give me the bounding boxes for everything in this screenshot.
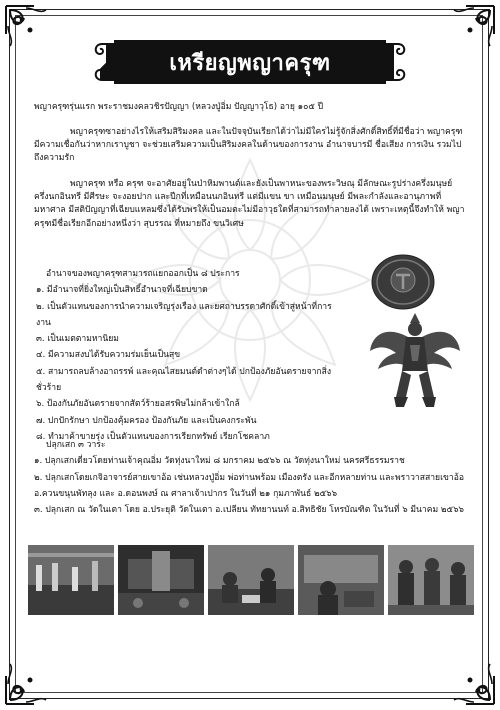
intro-line: พญาครุฑรุ่นแรก พระราชมงคลวชิรปัญญา (หลวงปู่อิ่ม ปัญญาวุโธ) อายุ ๑๐๕ ปี	[34, 102, 324, 112]
list-item: ๕. สามารถลบล้างอาถรรพ์ และคุณไสยมนต์ดำต่างๆได้ ปกป้องภัยอันตรายจากสิ่งชั่วร้าย	[36, 366, 332, 394]
list-item: ๗. ปกปักรักษา ปกป้องคุ้มครอง ป้องกันภัย และเป็นคงกระพัน	[36, 415, 257, 426]
paragraph-1: พญาครุฑซาอย่างไรให้เสริมสิริมงคล และในปัจจุบันเรียกได้ว่าไม่มีใครไม่รู้จักสิ่งศักดิ์สิทธิ์ที่มีชื่อว่า พญาครุฑ มีความเชื่อกันว่าหากเราบูชา จะช่วยเสริมความเป็นสิริมงคลในด้านของการงาน อำนาจบารมี ชื่อเสียง การเงิน รวมไปถึงความรัก	[34, 127, 463, 164]
list-item: ๘. ทำมาค้าขายรุ่ง เป็นตัวแทนของการเรียกทรัพย์ เรียกโชคลาภ	[36, 431, 270, 442]
list-item: ๒. ปลุกเสกโดยเกจิอาจารย์สายเขาอ้อ เช่นหลวงปู่อิ่ม พ่อท่านพร้อม เมืองตรัง และอีกหลายท่าน และพราวาสสายเขาอ้อ อ.ควนขนุนพัทลุง และ อ.ดอนพงษ์ ณ ศาลาเจ้าเปากร ในวันที่ ๒๑ กุมภาพันธ์ ๒๕๖๖	[34, 472, 465, 499]
consecration-list	[34, 437, 474, 518]
corner-ornament-icon	[450, 4, 496, 50]
list-item: ๖. ป้องกันภัยอันตรายจากสัตว์ร้ายอสรพิษไม่กล้าเข้าใกล้	[36, 399, 240, 410]
corner-ornament-icon	[4, 4, 50, 50]
ceremony-photo	[118, 545, 204, 615]
ceremony-photo-strip	[28, 545, 474, 615]
corner-ornament-icon	[4, 660, 50, 706]
title-banner	[114, 40, 386, 84]
powers-heading: อำนาจของพญาครุฑสามารถแยกออกเป็น ๘ ประการ	[46, 269, 240, 279]
ceremony-photo	[298, 545, 384, 615]
garuda-amulet-image	[366, 305, 464, 417]
round-amulet-image	[370, 253, 436, 311]
page-title: เหรียญพญาครุฑ	[169, 50, 331, 76]
powers-list	[34, 266, 334, 445]
consecration-heading: ปลุกเสก ๓ วาระ	[46, 440, 106, 450]
paragraph-2: พญาครุฑ หรือ ครุฑ จะอาศัยอยู่ในป่าหิมพานต์และยังเป็นพาหนะของพระวิษณุ มีลักษณะรูปร่างครึ่งมนุษย์ ครึ่งนกอินทรี มีศีรษะ จะงอยปาก และปีกที่เหมือนนกอินทรี แต่มีแขน ขา เหมือนมนุษย์ มีพละกำลังและอานุภาพที่มหาศาล มีสติปัญญาที่เฉียบแหลมซึ่งได้รับพรให้เป็นอมตะไม่มีอาวุธใดที่สามารถทำลายลงได้ เพราะเหตุนี้จึงทำให้ พญาครุฑมีชื่อเรียกอีกอย่างหนึ่งว่า สุบรรณ ที่หมายถึง ขนวิเศษ	[34, 179, 465, 229]
ceremony-photo	[208, 545, 294, 615]
ceremony-photo	[28, 545, 114, 615]
list-item: ๓. เป็นเมตตามหานิยม	[36, 334, 119, 345]
corner-ornament-icon	[450, 660, 496, 706]
list-item: ๑. ปลุกเสกเดี่ยวโดยท่านเจ้าคุณอิ่ม วัดทุ่งนาใหม่ ๘ มกราคม ๒๕๖๖ ณ วัดทุ่งนาใหม่ นครศรีธรรมราช	[34, 456, 405, 467]
ceremony-photo	[388, 545, 474, 615]
list-item: ๑. มีอำนาจที่ยิ่งใหญ่เป็นสิทธิ์อำนาจที่เฉียบขาด	[36, 285, 208, 296]
list-item: ๓. ปลุกเสก ณ วัดในเตา โดย อ.ประยุติ วัดในเตา อ.เปลียน ทัทยานนท์ อ.สิทธิชัย โหรบัณฑิต ในวันที่ ๖ มีนาคม ๒๕๖๖	[34, 505, 464, 516]
list-item: ๔. มีความสงบได้รับความร่มเย็นเป็นสุข	[36, 350, 181, 361]
list-item: ๒. เป็นตัวแทนของการนำความเจริญรุ่งเรือง และยศถาบรรดาศักดิ์เข้าสู่หน้าที่การงาน	[36, 301, 332, 328]
banner-flourish-icon	[386, 40, 408, 84]
